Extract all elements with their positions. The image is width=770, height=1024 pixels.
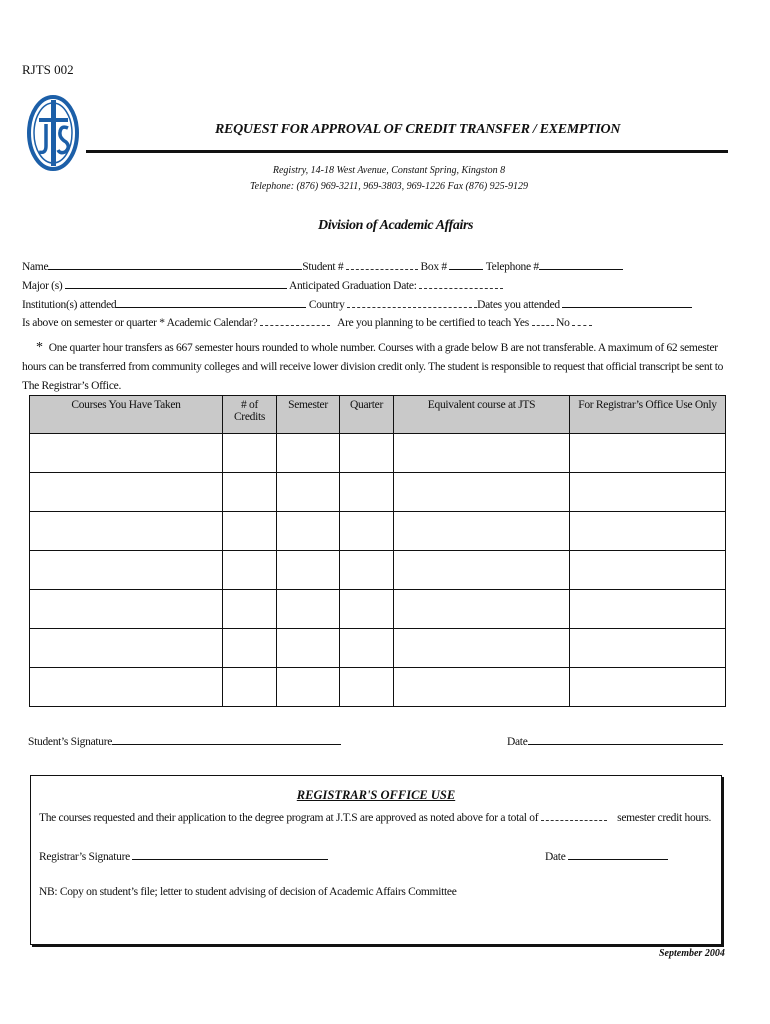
table-row [30, 590, 726, 629]
student-signature-field[interactable] [112, 733, 341, 745]
registrar-use-cell[interactable] [570, 629, 726, 668]
equivalent-cell[interactable] [394, 512, 570, 551]
revision-date: September 2004 [659, 948, 725, 959]
calendar-question: Is above on semester or quarter * Academic Calendar? [22, 317, 258, 329]
major-field[interactable] [65, 277, 287, 289]
credits-cell[interactable] [223, 590, 277, 629]
header-semester: Semester [277, 396, 340, 434]
quarter-cell[interactable] [340, 434, 394, 473]
quarter-cell[interactable] [340, 629, 394, 668]
student-signature-row [28, 733, 341, 748]
row-calendar [22, 315, 592, 329]
institution-field[interactable] [116, 296, 306, 308]
institution-label: Institution(s) attended [22, 299, 117, 311]
graduation-date-field[interactable] [419, 278, 503, 289]
row-major [22, 277, 503, 292]
address-line-2: Telephone: (876) 969-3211, 969-3803, 969-1226 Fax (876) 925-9129 [249, 181, 528, 192]
quarter-cell[interactable] [340, 551, 394, 590]
credits-cell[interactable] [223, 668, 277, 707]
quarter-cell[interactable] [340, 473, 394, 512]
credits-cell[interactable] [223, 512, 277, 551]
course-cell[interactable] [30, 473, 223, 512]
registrar-date-field[interactable] [568, 848, 668, 860]
note-asterisk: * [36, 340, 43, 355]
form-code: RJTS 002 [22, 62, 74, 77]
course-cell[interactable] [30, 551, 223, 590]
name-field[interactable] [48, 258, 302, 270]
equivalent-cell[interactable] [394, 434, 570, 473]
division-heading: Division of Academic Affairs [318, 218, 474, 233]
header-quarter: Quarter [340, 396, 394, 434]
nb-note: NB: Copy on student’s file; letter to student advising of decision of Academic Affairs Committee [39, 886, 457, 898]
equivalent-cell[interactable] [394, 629, 570, 668]
student-date-row [507, 733, 723, 748]
dates-attended-label: Dates you attended [477, 299, 560, 311]
student-date-field[interactable] [528, 733, 723, 745]
semester-cell[interactable] [277, 551, 340, 590]
major-label: Major (s) [22, 280, 63, 292]
registrar-heading: REGISTRAR'S OFFICE USE [296, 788, 456, 802]
country-label: Country [308, 299, 345, 311]
registrar-use-cell[interactable] [570, 551, 726, 590]
student-number-field[interactable] [346, 259, 418, 270]
telephone-label: Telephone # [485, 261, 539, 273]
semester-cell[interactable] [277, 590, 340, 629]
form-title: REQUEST FOR APPROVAL OF CREDIT TRANSFER / EXEMPTION [215, 122, 621, 137]
quarter-cell[interactable] [340, 668, 394, 707]
equivalent-cell[interactable] [394, 668, 570, 707]
table-row [30, 473, 726, 512]
header-equivalent: Equivalent course at JTS [394, 396, 570, 434]
courses-table-body [30, 434, 726, 707]
registrar-office-box [30, 775, 722, 945]
graduation-date-label: Anticipated Graduation Date: [288, 280, 417, 292]
table-row [30, 629, 726, 668]
quarter-cell[interactable] [340, 512, 394, 551]
table-row [30, 668, 726, 707]
registrar-date-row [545, 848, 668, 863]
credits-cell[interactable] [223, 434, 277, 473]
student-number-label: Student # [302, 261, 344, 273]
credit-hours-field[interactable] [541, 810, 607, 821]
telephone-field[interactable] [539, 258, 623, 270]
box-label: Box # [420, 261, 447, 273]
equivalent-cell[interactable] [394, 473, 570, 512]
student-date-label: Date [507, 736, 528, 748]
course-cell[interactable] [30, 629, 223, 668]
registrar-use-cell[interactable] [570, 473, 726, 512]
semester-cell[interactable] [277, 473, 340, 512]
equivalent-cell[interactable] [394, 551, 570, 590]
semester-cell[interactable] [277, 512, 340, 551]
table-row [30, 512, 726, 551]
dates-attended-field[interactable] [562, 296, 692, 308]
box-field[interactable] [449, 258, 483, 270]
certified-question: Are you planning to be certified to teach Yes [337, 317, 529, 329]
row-institution [22, 296, 692, 311]
course-cell[interactable] [30, 668, 223, 707]
transfer-note [22, 338, 738, 396]
country-field[interactable] [347, 297, 477, 308]
header-courses: Courses You Have Taken [30, 396, 223, 434]
certified-no-label: No [556, 317, 570, 329]
registrar-use-cell[interactable] [570, 668, 726, 707]
header-registrar-use: For Registrar’s Office Use Only [570, 396, 726, 434]
calendar-field[interactable] [260, 315, 330, 326]
registrar-use-cell[interactable] [570, 590, 726, 629]
registrar-use-cell[interactable] [570, 512, 726, 551]
header-credits: # of Credits [223, 396, 277, 434]
semester-cell[interactable] [277, 629, 340, 668]
courses-table [29, 395, 726, 707]
registrar-date-label: Date [545, 851, 566, 863]
course-cell[interactable] [30, 434, 223, 473]
registrar-signature-label: Registrar’s Signature [39, 851, 130, 863]
table-row [30, 434, 726, 473]
semester-cell[interactable] [277, 434, 340, 473]
certified-yes-field[interactable] [532, 315, 554, 326]
credits-cell[interactable] [223, 629, 277, 668]
certified-no-field[interactable] [572, 315, 592, 326]
registry-address [0, 163, 770, 195]
registrar-signature-field[interactable] [132, 848, 328, 860]
address-line-1: Registry, 14-18 West Avenue, Constant Spring, Kingston 8 [272, 165, 506, 176]
credits-cell[interactable] [223, 473, 277, 512]
approval-text: The courses requested and their application to the degree program at J.T.S are approved as noted above for a total of [39, 812, 539, 824]
approval-suffix: semester credit hours. [617, 812, 712, 824]
course-cell[interactable] [30, 512, 223, 551]
table-header-row [30, 396, 726, 434]
table-row [30, 551, 726, 590]
registrar-signature-row [39, 848, 328, 863]
approval-row [39, 810, 711, 824]
name-label: Name [22, 261, 49, 273]
semester-cell[interactable] [277, 668, 340, 707]
quarter-cell[interactable] [340, 590, 394, 629]
course-cell[interactable] [30, 590, 223, 629]
student-signature-label: Student’s Signature [28, 736, 113, 748]
title-divider [86, 150, 728, 153]
jts-logo [24, 92, 82, 174]
registrar-use-cell[interactable] [570, 434, 726, 473]
credits-cell[interactable] [223, 551, 277, 590]
row-name [22, 258, 623, 273]
note-text: One quarter hour transfers as 667 semester hours rounded to whole number. Courses with a grade below B are not transferable. A maximum of 62 semester hours can be transferred from community colleges and will receive lower division credit only. The student is responsible to request that official transcript be sent to The Registrar’s Office. [22, 342, 724, 392]
equivalent-cell[interactable] [394, 590, 570, 629]
